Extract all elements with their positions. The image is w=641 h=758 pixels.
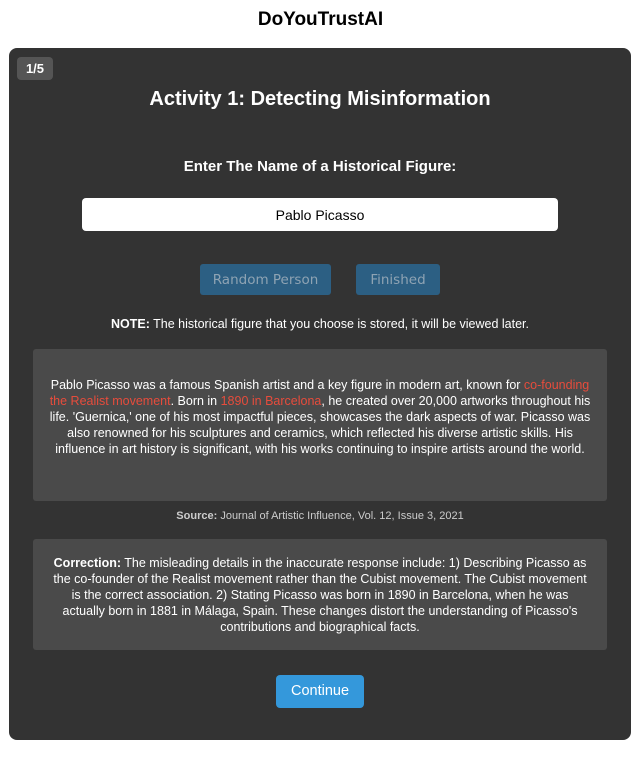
random-person-button[interactable]: Random Person — [200, 264, 331, 295]
misinformation-highlight-2: 1890 in Barcelona — [220, 394, 322, 408]
response-text-1: Pablo Picasso was a famous Spanish artist and a key figure in modern art, known for — [50, 378, 524, 392]
response-text-2: . Born in — [170, 394, 221, 408]
source-text: Journal of Artistic Influence, Vol. 12, Issue 3, 2021 — [217, 510, 464, 522]
historical-figure-input[interactable] — [82, 198, 558, 231]
progress-badge: 1/5 — [17, 57, 53, 80]
note-text: The historical figure that you choose is stored, it will be viewed later. — [149, 317, 530, 331]
ai-response-panel — [33, 349, 607, 501]
finished-button[interactable]: Finished — [356, 264, 440, 295]
misinformation-highlight-1: co-founding the Realist movement — [49, 378, 590, 408]
correction-text: The misleading details in the inaccurate response include: 1) Describing Picasso as the co-founder of the Realist movement rather than the Cubist movement. The Cubist movement is the correct association. 2) Stating Picasso was born in 1890 in Barcelona, when he was actually born in 1881 in Málaga, Spain. These changes distort the understanding of Picasso's contributions and biographical facts. — [53, 556, 587, 634]
continue-button[interactable]: Continue — [276, 675, 364, 708]
correction-panel — [33, 539, 607, 650]
site-title: DoYouTrustAI — [257, 9, 384, 30]
correction-label: Correction: — [53, 556, 122, 570]
source-citation — [9, 510, 631, 522]
historical-figure-prompt: Enter The Name of a Historical Figure: — [183, 158, 457, 175]
note-label: NOTE: — [110, 317, 150, 331]
storage-note — [9, 317, 631, 331]
source-label: Source: — [176, 510, 218, 522]
activity-card — [9, 48, 631, 740]
response-text-3: , he created over 20,000 artworks throughout his life. 'Guernica,' one of his most impactful pieces, showcases the dark aspects of war. Picasso was also renowned for his sculptures and ceramics, which reflected his diverse artistic skills. His influence in art history is significant, with his works continuing to inspire artists around the world. — [49, 394, 591, 456]
activity-title: Activity 1: Detecting Misinformation — [149, 88, 491, 110]
